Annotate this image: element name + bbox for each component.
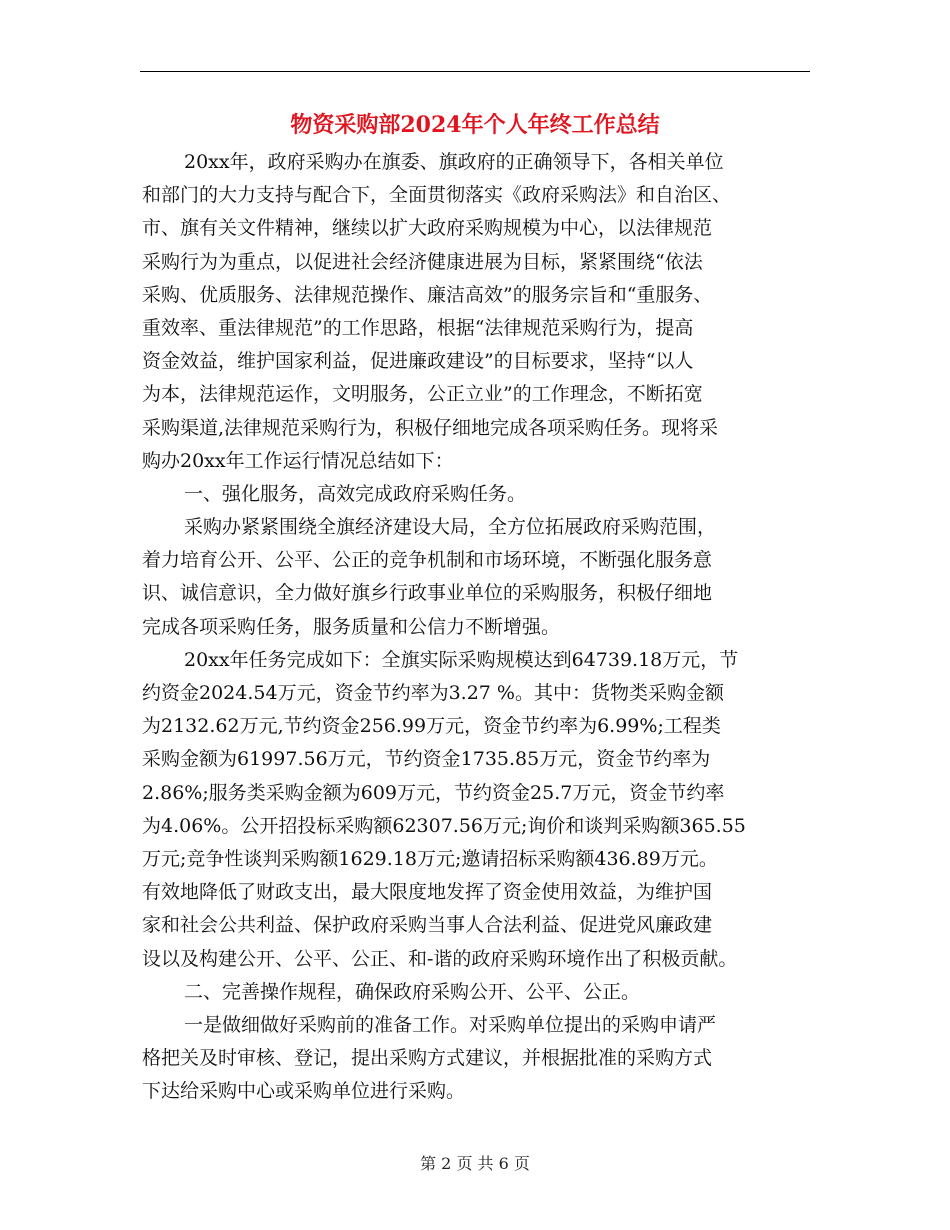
text-line: 格把关及时审核、登记，提出采购方式建议，并根据批准的采购方式 (142, 1047, 713, 1070)
header-rule (140, 71, 810, 72)
text-line: 为4.06%。公开招投标采购额62307.56万元;询价和谈判采购额365.55 (142, 814, 746, 837)
text-line: 有效地降低了财政支出，最大限度地发挥了资金使用效益，为维护国 (142, 881, 713, 904)
text-line: 采购金额为61997.56万元，节约资金1735.85万元，资金节约率为 (142, 748, 711, 771)
text-line: 二、完善操作规程，确保政府采购公开、公平、公正。 (184, 980, 641, 1003)
text-line: 完成各项采购任务，服务质量和公信力不断增强。 (142, 615, 561, 638)
text-line: 采购办紧紧围绕全旗经济建设大局，全方位拓展政府采购范围， (184, 516, 717, 539)
text-line: 市、旗有关文件精神，继续以扩大政府采购规模为中心，以法律规范 (142, 217, 713, 240)
text-line: 为2132.62万元,节约资金256.99万元，资金节约率为6.99%;工程类 (142, 715, 721, 738)
text-line: 一、强化服务，高效完成政府采购任务。 (184, 482, 527, 505)
text-line: 设以及构建公开、公平、公正、和-谐的政府采购环境作出了积极贡献。 (142, 947, 738, 970)
text-line: 2.86%;服务类采购金额为609万元，节约资金25.7万元，资金节约率 (142, 781, 725, 804)
text-line: 下达给采购中心或采购单位进行采购。 (142, 1080, 466, 1103)
text-line: 约资金2024.54万元，资金节约率为3.27 %。其中：货物类采购金额 (142, 682, 724, 704)
text-line: 购办20xx年工作运行情况总结如下： (142, 449, 454, 472)
text-line: 20xx年任务完成如下：全旗实际采购规模达到64739.18万元，节 (184, 648, 739, 671)
page-footer: 第 2 页 共 6 页 (420, 1154, 530, 1173)
text-line: 为本，法律规范运作，文明服务，公正立业”的工作理念，不断拓宽 (142, 383, 703, 406)
text-line: 采购、优质服务、法律规范操作、廉洁高效”的服务宗旨和“重服务、 (142, 283, 713, 306)
text-line: 家和社会公共利益、保护政府采购当事人合法利益、促进党风廉政建 (142, 914, 713, 937)
text-line: 采购行为为重点，以促进社会经济健康进展为目标，紧紧围绕“依法 (142, 250, 703, 273)
text-line: 20xx年，政府采购办在旗委、旗政府的正确领导下，各相关单位 (184, 151, 724, 173)
text-line: 资金效益，维护国家利益，促进廉政建设”的目标要求，坚持“以人 (142, 350, 694, 373)
text-line: 万元;竞争性谈判采购额1629.18万元;邀请招标采购额436.89万元。 (142, 847, 718, 870)
text-line: 和部门的大力支持与配合下，全面贯彻落实《政府采购法》和自治区、 (142, 184, 732, 207)
text-line: 一是做细做好采购前的准备工作。对采购单位提出的采购申请严 (184, 1013, 717, 1036)
text-line: 识、诚信意识，全力做好旗乡行政事业单位的采购服务，积极仔细地 (142, 582, 713, 605)
document-title: 物资采购部2024年个人年终工作总结 (290, 112, 660, 138)
document-body (142, 146, 814, 1108)
text-line: 重效率、重法律规范”的工作思路，根据“法律规范采购行为，提高 (142, 316, 694, 339)
text-line: 采购渠道,法律规范采购行为，积极仔细地完成各项采购任务。现将采 (142, 416, 719, 439)
text-line: 着力培育公开、公平、公正的竞争机制和市场环境，不断强化服务意 (142, 549, 713, 572)
